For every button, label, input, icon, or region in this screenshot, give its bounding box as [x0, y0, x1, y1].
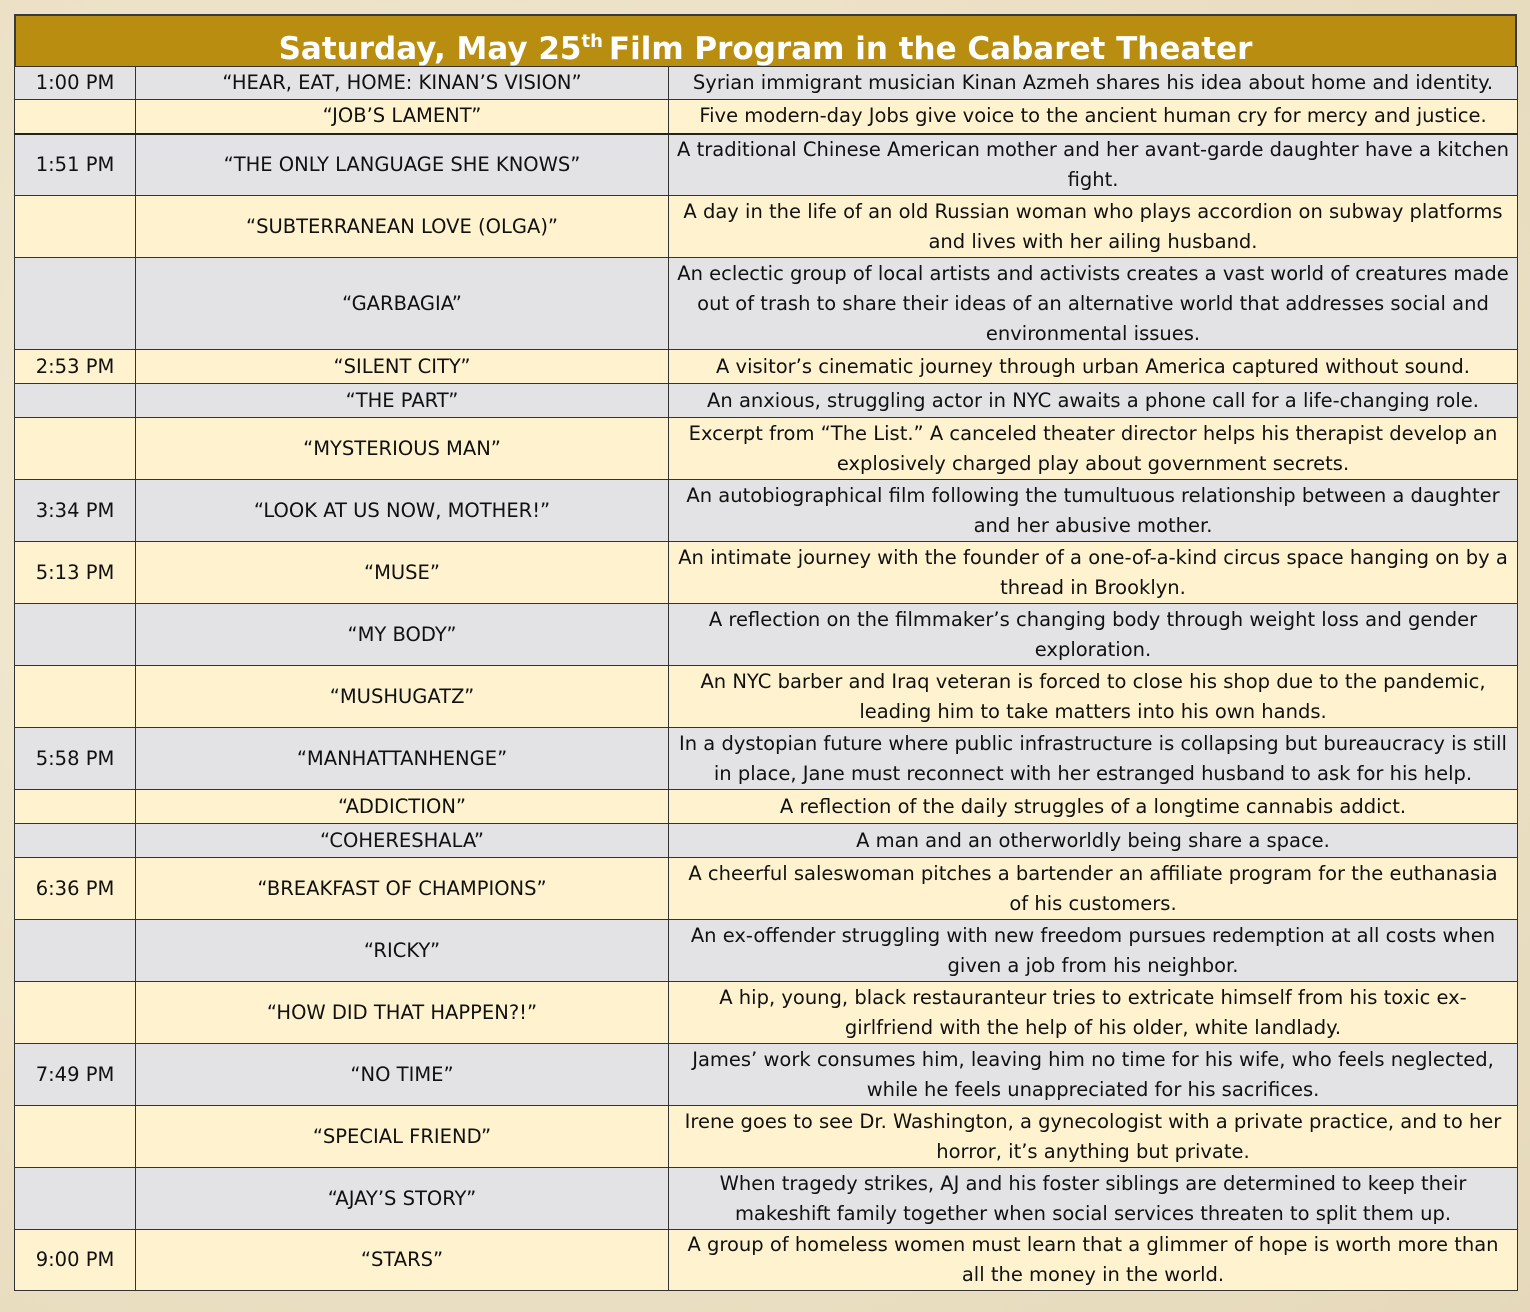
- time-cell: 5:58 PM: [15, 728, 136, 790]
- table-row: [15, 134, 1518, 196]
- time-cell: 2:53 PM: [15, 350, 136, 384]
- description-cell: Five modern-day Jobs give voice to the ancient human cry for mercy and justice.: [669, 100, 1518, 134]
- time-cell: 1:00 PM: [15, 67, 136, 100]
- time-cell: [15, 666, 136, 728]
- film-title-cell: “ADDICTION”: [136, 790, 669, 824]
- description-cell: An anxious, struggling actor in NYC awaits a phone call for a life-changing role.: [669, 384, 1518, 418]
- time-cell: [15, 258, 136, 350]
- table-row: [15, 858, 1518, 920]
- description-cell: An intimate journey with the founder of a one-of-a-kind circus space hanging on by a thread in Brooklyn.: [669, 542, 1518, 604]
- description-cell: An ex-offender struggling with new freedom pursues redemption at all costs when given a job from his neighbor.: [669, 920, 1518, 982]
- film-title-cell: “COHERESHALA”: [136, 824, 669, 858]
- film-title-cell: “BREAKFAST OF CHAMPIONS”: [136, 858, 669, 920]
- description-cell: An eclectic group of local artists and activists creates a vast world of creatures made out of trash to share their ideas of an alternative world that addresses social and environmental issues.: [669, 258, 1518, 350]
- film-title-cell: “SILENT CITY”: [136, 350, 669, 384]
- description-cell: A cheerful saleswoman pitches a bartender an affiliate program for the euthanasia of his customers.: [669, 858, 1518, 920]
- description-cell: Excerpt from “The List.” A canceled theater director helps his therapist develop an explosively charged play about government secrets.: [669, 418, 1518, 480]
- table-row: [15, 67, 1518, 100]
- table-row: [15, 1230, 1518, 1291]
- film-title-cell: “HEAR, EAT, HOME: KINAN’S VISION”: [136, 67, 669, 100]
- table-row: [15, 384, 1518, 418]
- table-row: [15, 1106, 1518, 1168]
- description-cell: James’ work consumes him, leaving him no time for his wife, who feels neglected, while he feels unappreciated for his sacrifices.: [669, 1044, 1518, 1106]
- table-row: [15, 982, 1518, 1044]
- time-cell: 3:34 PM: [15, 480, 136, 542]
- time-cell: 7:49 PM: [15, 1044, 136, 1106]
- table-row: [15, 100, 1518, 134]
- film-title-cell: “GARBAGIA”: [136, 258, 669, 350]
- film-title-cell: “MANHATTANHENGE”: [136, 728, 669, 790]
- film-title-cell: “RICKY”: [136, 920, 669, 982]
- table-row: [15, 604, 1518, 666]
- table-row: [15, 824, 1518, 858]
- film-title-cell: “THE PART”: [136, 384, 669, 418]
- table-row: [15, 258, 1518, 350]
- film-title-cell: “LOOK AT US NOW, MOTHER!”: [136, 480, 669, 542]
- time-cell: [15, 982, 136, 1044]
- time-cell: [15, 100, 136, 134]
- table-row: [15, 480, 1518, 542]
- table-row: [15, 1044, 1518, 1106]
- time-cell: [15, 384, 136, 418]
- film-title-cell: “MUSHUGATZ”: [136, 666, 669, 728]
- film-title-cell: “MY BODY”: [136, 604, 669, 666]
- film-title-cell: “JOB’S LAMENT”: [136, 100, 669, 134]
- description-cell: Syrian immigrant musician Kinan Azmeh shares his idea about home and identity.: [669, 67, 1518, 100]
- film-schedule-table: [14, 66, 1518, 1291]
- time-cell: [15, 790, 136, 824]
- table-row: [15, 666, 1518, 728]
- description-cell: A visitor’s cinematic journey through urban America captured without sound.: [669, 350, 1518, 384]
- film-title-cell: “MYSTERIOUS MAN”: [136, 418, 669, 480]
- title-rest: Film Program in the Cabaret Theater: [608, 31, 1253, 67]
- time-cell: [15, 920, 136, 982]
- table-row: [15, 350, 1518, 384]
- description-cell: A day in the life of an old Russian woman who plays accordion on subway platforms and lives with her ailing husband.: [669, 196, 1518, 258]
- table-row: [15, 1168, 1518, 1230]
- description-cell: When tragedy strikes, AJ and his foster siblings are determined to keep their makeshift family together when social services threaten to split them up.: [669, 1168, 1518, 1230]
- table-row: [15, 196, 1518, 258]
- time-cell: [15, 824, 136, 858]
- time-cell: [15, 196, 136, 258]
- time-cell: 5:13 PM: [15, 542, 136, 604]
- film-title-cell: “SUBTERRANEAN LOVE (OLGA)”: [136, 196, 669, 258]
- description-cell: An NYC barber and Iraq veteran is forced to close his shop due to the pandemic, leading him to take matters into his own hands.: [669, 666, 1518, 728]
- title-main: Saturday, May 25: [278, 31, 582, 67]
- time-cell: [15, 1106, 136, 1168]
- time-cell: [15, 604, 136, 666]
- time-cell: [15, 1168, 136, 1230]
- description-cell: An autobiographical film following the tumultuous relationship between a daughter and her abusive mother.: [669, 480, 1518, 542]
- film-title-cell: “THE ONLY LANGUAGE SHE KNOWS”: [136, 134, 669, 196]
- time-cell: 9:00 PM: [15, 1230, 136, 1291]
- table-row: [15, 790, 1518, 824]
- description-cell: A man and an otherworldly being share a space.: [669, 824, 1518, 858]
- film-title-cell: “HOW DID THAT HAPPEN?!”: [136, 982, 669, 1044]
- title-superscript: th: [581, 31, 603, 52]
- page-title: [14, 14, 1517, 66]
- description-cell: In a dystopian future where public infrastructure is collapsing but bureaucracy is still in place, Jane must reconnect with her estranged husband to ask for his help.: [669, 728, 1518, 790]
- description-cell: Irene goes to see Dr. Washington, a gynecologist with a private practice, and to her horror, it’s anything but private.: [669, 1106, 1518, 1168]
- description-cell: A reflection on the filmmaker’s changing body through weight loss and gender exploration.: [669, 604, 1518, 666]
- table-row: [15, 418, 1518, 480]
- description-cell: A group of homeless women must learn that a glimmer of hope is worth more than all the money in the world.: [669, 1230, 1518, 1291]
- description-cell: A reflection of the daily struggles of a longtime cannabis addict.: [669, 790, 1518, 824]
- table-row: [15, 920, 1518, 982]
- time-cell: 1:51 PM: [15, 134, 136, 196]
- film-title-cell: “MUSE”: [136, 542, 669, 604]
- film-title-cell: “NO TIME”: [136, 1044, 669, 1106]
- table-row: [15, 728, 1518, 790]
- table-row: [15, 542, 1518, 604]
- film-title-cell: “STARS”: [136, 1230, 669, 1291]
- description-cell: A traditional Chinese American mother and her avant-garde daughter have a kitchen fight.: [669, 134, 1518, 196]
- time-cell: 6:36 PM: [15, 858, 136, 920]
- time-cell: [15, 418, 136, 480]
- description-cell: A hip, young, black restauranteur tries to extricate himself from his toxic ex-girlfriend with the help of his older, white landlady.: [669, 982, 1518, 1044]
- film-title-cell: “SPECIAL FRIEND”: [136, 1106, 669, 1168]
- schedule-container: [14, 14, 1517, 1292]
- film-title-cell: “AJAY’S STORY”: [136, 1168, 669, 1230]
